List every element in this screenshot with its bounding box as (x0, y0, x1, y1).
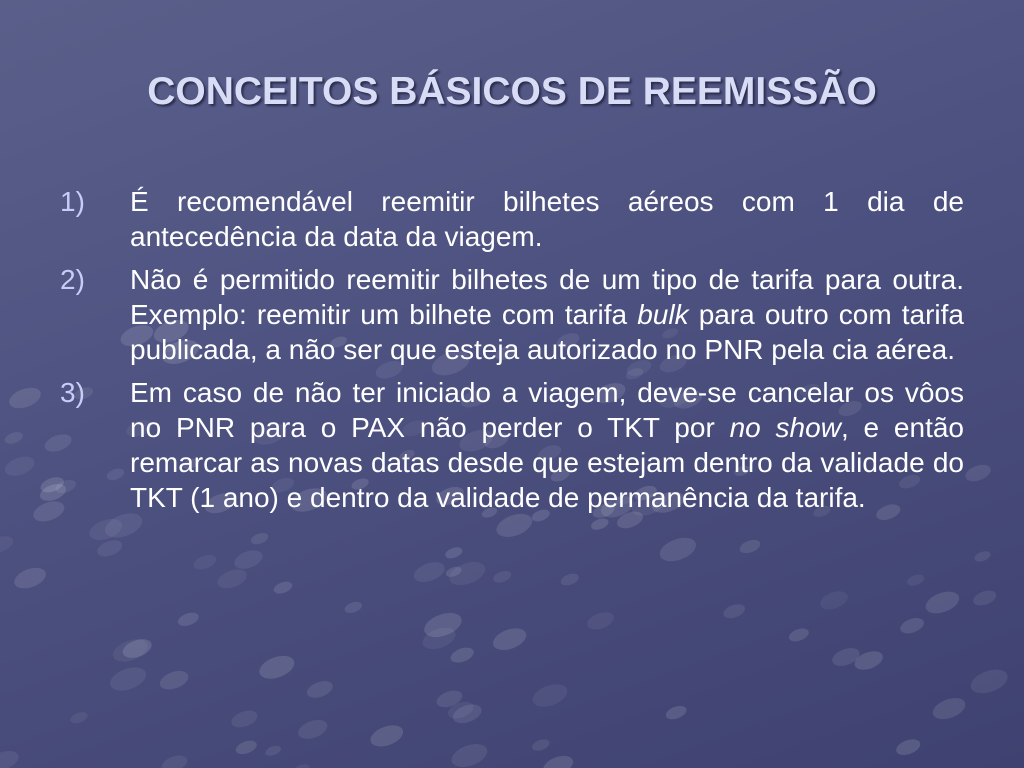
background-dot (818, 588, 851, 613)
background-dot (264, 744, 282, 758)
background-dot (898, 615, 926, 636)
background-dot (305, 678, 335, 701)
background-dot (292, 762, 310, 768)
background-dot (448, 740, 490, 768)
background-dot (738, 537, 762, 555)
background-dot (559, 571, 580, 587)
background-dot (930, 694, 968, 723)
background-dot (232, 547, 265, 573)
item-number: 2) (60, 264, 85, 295)
item-text (130, 375, 964, 515)
background-dot (95, 537, 124, 559)
item-number: 3) (60, 377, 85, 408)
background-dot (444, 545, 464, 560)
background-dot (530, 680, 571, 711)
item-text-segment: Em caso de não ter iniciado a viagem, deve-se cancelar os vôos no PNR para o PAX não perder o TKT por (130, 377, 964, 443)
item-text-italic: bulk (637, 299, 689, 330)
list-item (60, 262, 964, 367)
background-dot (176, 610, 200, 628)
background-dot (923, 587, 962, 617)
numbered-list (60, 184, 964, 523)
background-dot (3, 430, 24, 446)
background-dot (585, 609, 616, 633)
background-dot (971, 588, 998, 609)
item-text-segment: Não é permitido reemitir bilhetes de um tipo de tarifa para outra. Exemplo: reemitir um bilhete com tarifa (130, 264, 964, 330)
item-text-segment: , e então remarcar as novas datas desde que estejam dentro da validade do TKT (1 ano) e dentro da validade de permanência da tarifa. (130, 412, 964, 513)
background-dot (249, 531, 270, 547)
list-item (60, 184, 964, 254)
item-text-italic: no show (729, 412, 841, 443)
background-dot (234, 738, 259, 757)
background-dot (157, 667, 191, 693)
item-text (130, 262, 964, 367)
background-dot (490, 624, 529, 654)
background-dot (272, 579, 294, 596)
background-dot (192, 552, 219, 572)
background-dot (787, 626, 810, 644)
background-dot (368, 721, 406, 750)
background-dot (541, 752, 576, 768)
background-dot (2, 453, 37, 480)
background-dot (411, 558, 447, 586)
background-dot (215, 566, 250, 592)
item-text (130, 184, 964, 254)
background-dot (894, 736, 922, 758)
background-dot (905, 572, 925, 588)
background-dot (722, 602, 747, 621)
background-dot (256, 652, 297, 683)
background-dot (664, 703, 688, 721)
item-text-segment: para outro com tarifa publicada, a não ser que esteja autorizado no PNR pela cia aérea. (130, 299, 965, 365)
list-item (60, 375, 964, 515)
background-dot (531, 737, 552, 753)
background-dot (69, 710, 89, 725)
slide-title: CONCEITOS BÁSICOS DE REEMISSÃO (147, 70, 877, 113)
item-number: 1) (60, 186, 85, 217)
background-dot (963, 462, 993, 485)
background-dot (0, 533, 15, 556)
background-dot (0, 747, 21, 768)
background-dot (343, 600, 364, 616)
background-dot (973, 549, 992, 563)
background-dot (229, 707, 260, 730)
background-dot (296, 716, 330, 742)
background-dot (107, 663, 149, 695)
background-dot (6, 384, 43, 412)
item-text-segment: É recomendável reemitir bilhetes aéreos com 1 dia de antecedência da data da viagem. (130, 186, 964, 252)
background-dot (449, 645, 476, 666)
background-dot (11, 564, 48, 592)
background-dot (968, 665, 1011, 698)
background-dot (492, 569, 513, 585)
background-dot (657, 533, 700, 565)
background-dot (160, 752, 190, 768)
